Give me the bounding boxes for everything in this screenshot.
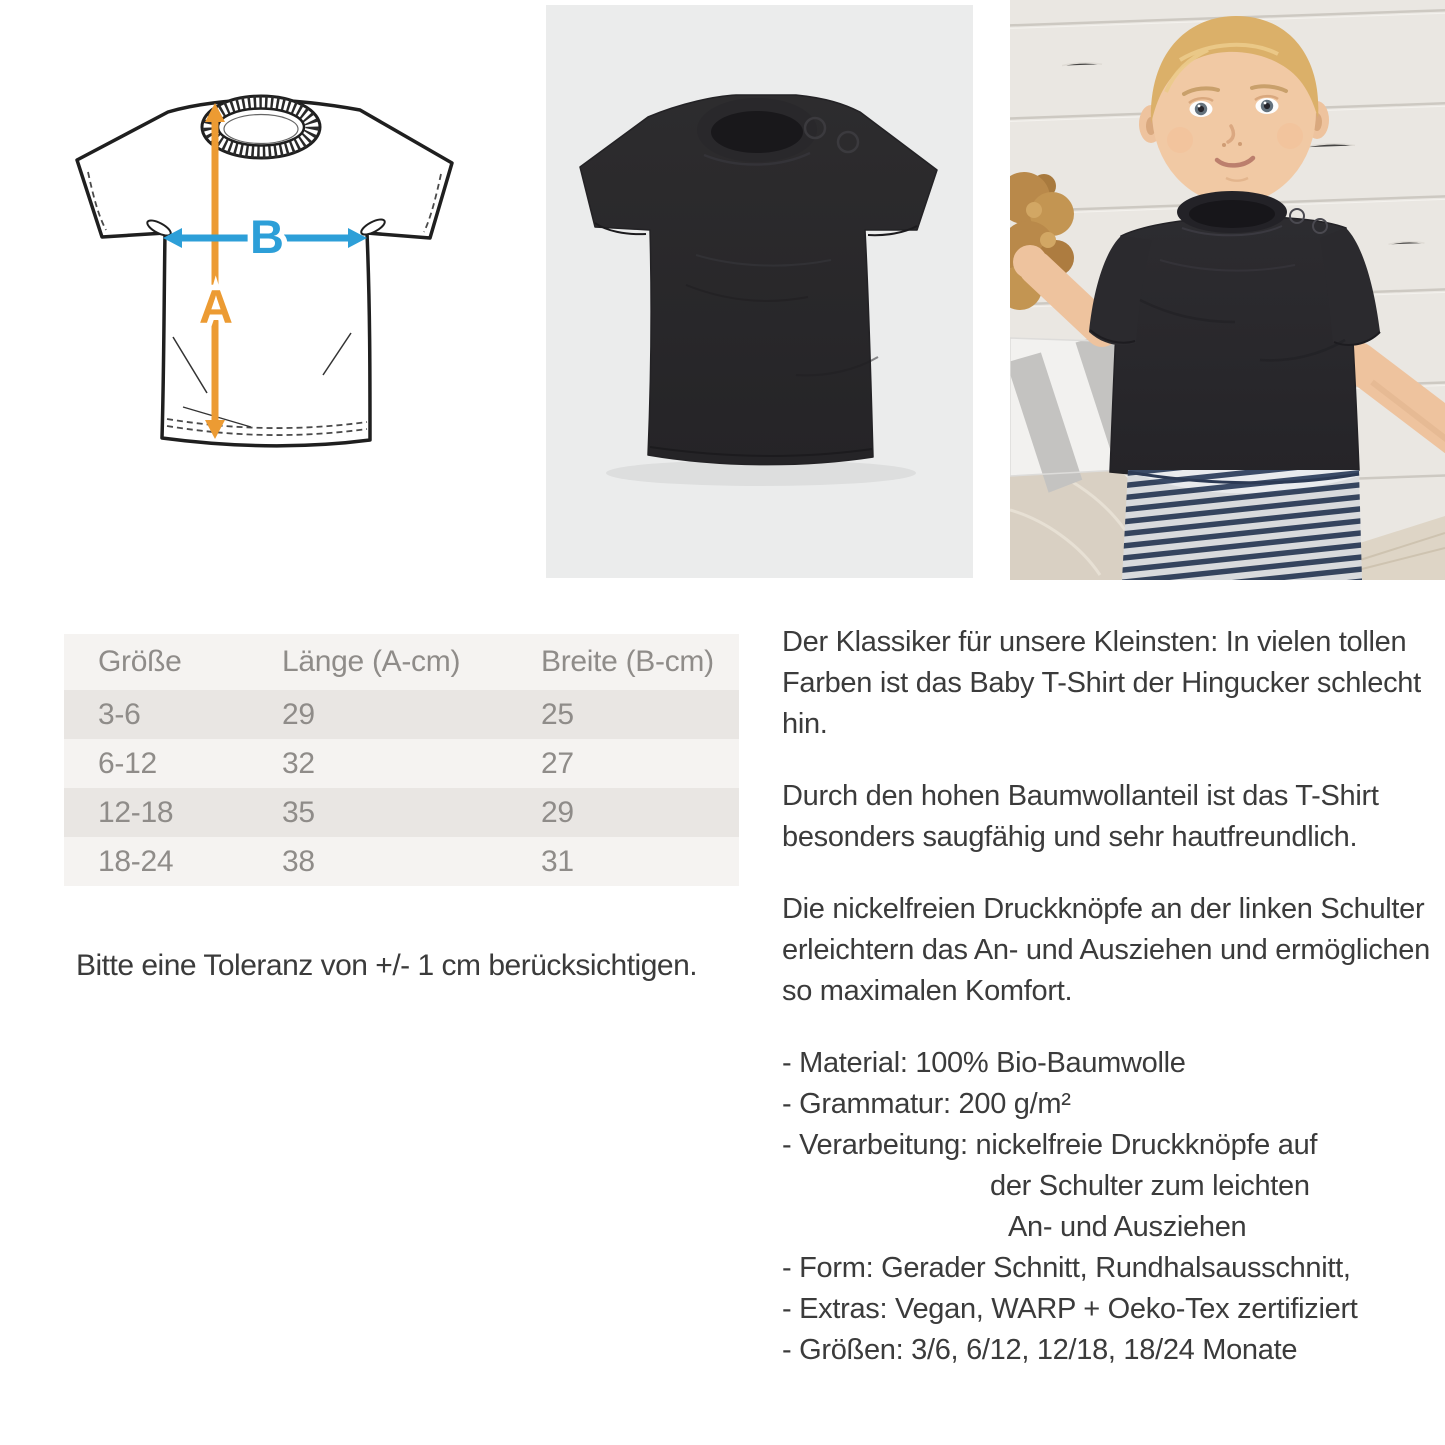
cheek-right <box>1277 123 1303 149</box>
cell-length: 29 <box>282 690 541 739</box>
table-row <box>64 788 739 837</box>
black-baby-tshirt-flat <box>546 5 973 578</box>
product-photo-flat[interactable] <box>546 5 973 578</box>
detail-grammatur: - Grammatur: 200 g/m² <box>782 1088 1071 1120</box>
cell-size: 6-12 <box>64 739 282 788</box>
detail-verarbeitung: - Verarbeitung: nickelfreie Druckknöpfe auf <box>782 1129 1318 1161</box>
detail-extras: - Extras: Vegan, WARP + Oeko-Tex zertifiziert <box>782 1293 1358 1325</box>
model-photo[interactable] <box>1010 0 1445 580</box>
tshirt-line-drawing <box>55 75 465 455</box>
label-A: A <box>199 280 233 333</box>
description-paragraph: Durch den hohen Baumwollanteil ist das T-Shirt besonders saugfähig und sehr hautfreundlich. <box>782 780 1379 853</box>
col-header-laenge: Länge (A-cm) <box>282 634 541 690</box>
cell-size: 12-18 <box>64 788 282 837</box>
cell-size: 18-24 <box>64 837 282 886</box>
cell-length: 35 <box>282 788 541 837</box>
label-B: B <box>250 210 284 263</box>
detail-form: - Form: Gerader Schnitt, Rundhalsausschnitt, <box>782 1252 1351 1284</box>
detail-groessen: - Größen: 3/6, 6/12, 12/18, 18/24 Monate <box>782 1334 1298 1366</box>
table-row <box>64 739 739 788</box>
cell-width: 27 <box>541 739 739 788</box>
size-table-header-row <box>64 634 739 690</box>
baby-wearing-tshirt-scene <box>1010 0 1445 580</box>
table-row <box>64 690 739 739</box>
cell-width: 29 <box>541 788 739 837</box>
measurement-diagram-image[interactable] <box>55 75 465 455</box>
cheek-left <box>1167 127 1193 153</box>
detail-verarbeitung-cont: An- und Ausziehen <box>1008 1211 1247 1243</box>
cell-length: 32 <box>282 739 541 788</box>
tolerance-note: Bitte eine Toleranz von +/- 1 cm berücksichtigen. <box>76 949 698 982</box>
description-paragraph: Die nickelfreien Druckknöpfe an der linken Schulter erleichtern das An- und Ausziehen und ermöglichen so maximalen Komfort. <box>782 893 1430 1007</box>
ribbed-collar <box>202 96 320 158</box>
striped-pants <box>1122 470 1362 580</box>
cell-width: 31 <box>541 837 739 886</box>
detail-material: - Material: 100% Bio-Baumwolle <box>782 1047 1186 1079</box>
product-details-list <box>782 1043 1430 1371</box>
product-description <box>782 622 1430 1371</box>
cell-size: 3-6 <box>64 690 282 739</box>
cell-width: 25 <box>541 690 739 739</box>
cell-length: 38 <box>282 837 541 886</box>
col-header-breite: Breite (B-cm) <box>541 634 739 690</box>
baby-left-hand <box>1013 245 1047 279</box>
detail-verarbeitung-cont: der Schulter zum leichten <box>990 1170 1310 1202</box>
size-table <box>64 634 739 886</box>
col-header-groesse: Größe <box>64 634 282 690</box>
table-row <box>64 837 739 886</box>
description-paragraph: Der Klassiker für unsere Kleinsten: In vielen tollen Farben ist das Baby T-Shirt der Hingucker schlecht hin. <box>782 626 1421 740</box>
